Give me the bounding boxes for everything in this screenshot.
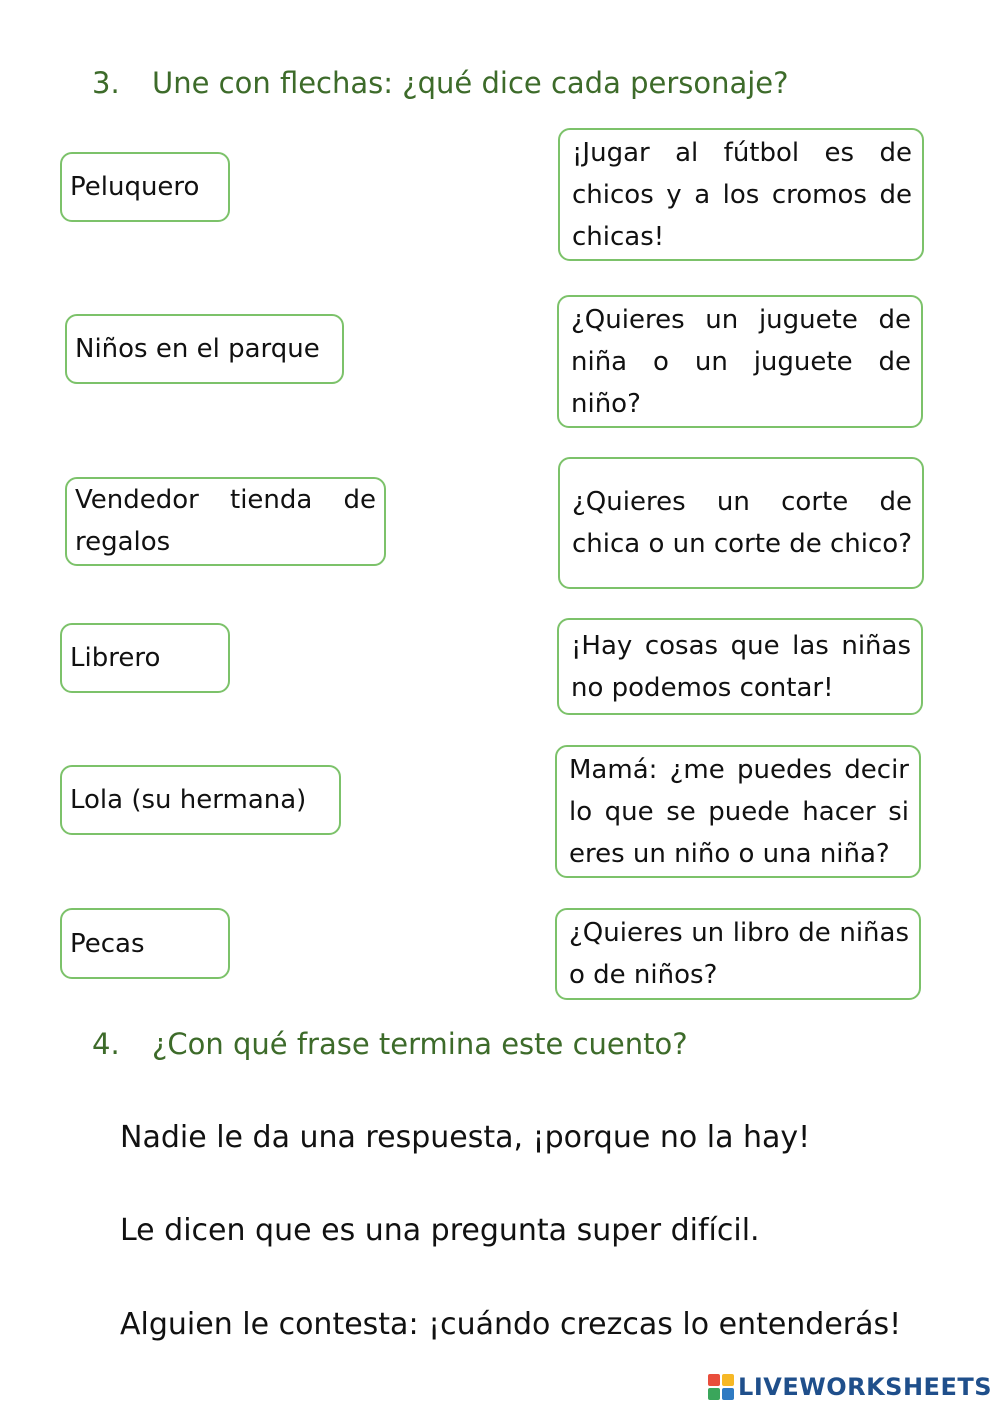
quote-box-corte[interactable] xyxy=(558,457,924,589)
quote-box-mama[interactable] xyxy=(555,745,921,878)
quote-box-juguete[interactable] xyxy=(557,295,923,428)
character-box-pecas[interactable] xyxy=(60,908,230,979)
quote-text: Mamá: ¿me puedes decir lo que se puede hacer si eres un niño o una niña? xyxy=(569,754,909,869)
character-label: Vendedor tienda de regalos xyxy=(75,485,376,557)
logo-square-yellow xyxy=(722,1374,734,1386)
section-4-heading xyxy=(92,1027,688,1061)
character-box-peluquero[interactable] xyxy=(60,152,230,222)
quote-text: ¿Quieres un juguete de niña o un juguete de niño? xyxy=(571,304,911,419)
character-box-librero[interactable] xyxy=(60,623,230,693)
logo-square-green xyxy=(708,1388,720,1400)
character-label: Niños en el parque xyxy=(75,334,320,364)
quote-box-futbol[interactable] xyxy=(558,128,924,261)
character-label: Pecas xyxy=(70,928,145,959)
logo-square-blue xyxy=(722,1388,734,1400)
ending-option-3[interactable]: Alguien le contesta: ¡cuándo crezcas lo entenderás! xyxy=(120,1307,902,1342)
ending-option-2[interactable]: Le dicen que es una pregunta super difícil. xyxy=(120,1213,760,1248)
section-3-title: Une con flechas: ¿qué dice cada personaje? xyxy=(152,66,789,100)
quote-text: ¿Quieres un libro de niñas o de niños? xyxy=(569,918,909,990)
section-3-heading xyxy=(92,66,789,100)
quote-text: ¿Quieres un corte de chica o un corte de chico? xyxy=(572,487,912,559)
character-label: Peluquero xyxy=(70,172,200,202)
character-box-lola[interactable] xyxy=(60,765,341,835)
section-4-title: ¿Con qué frase termina este cuento? xyxy=(152,1027,688,1061)
quote-box-cosas[interactable] xyxy=(557,618,923,715)
liveworksheets-logo-icon xyxy=(708,1374,734,1400)
ending-option-1[interactable]: Nadie le da una respuesta, ¡porque no la hay! xyxy=(120,1120,811,1155)
liveworksheets-logo-text: LIVEWORKSHEETS xyxy=(738,1373,992,1401)
logo-square-red xyxy=(708,1374,720,1386)
character-box-vendedor[interactable] xyxy=(65,477,386,566)
quote-box-libro[interactable] xyxy=(555,908,921,1000)
character-label: Lola (su hermana) xyxy=(70,785,307,815)
section-4-number: 4. xyxy=(92,1027,120,1061)
liveworksheets-logo xyxy=(708,1373,992,1401)
section-3-number: 3. xyxy=(92,66,120,100)
character-label: Librero xyxy=(70,643,161,673)
character-box-ninos-parque[interactable] xyxy=(65,314,344,384)
quote-text: ¡Hay cosas que las niñas no podemos contar! xyxy=(571,630,911,703)
quote-text: ¡Jugar al fútbol es de chicos y a los cromos de chicas! xyxy=(572,137,912,252)
